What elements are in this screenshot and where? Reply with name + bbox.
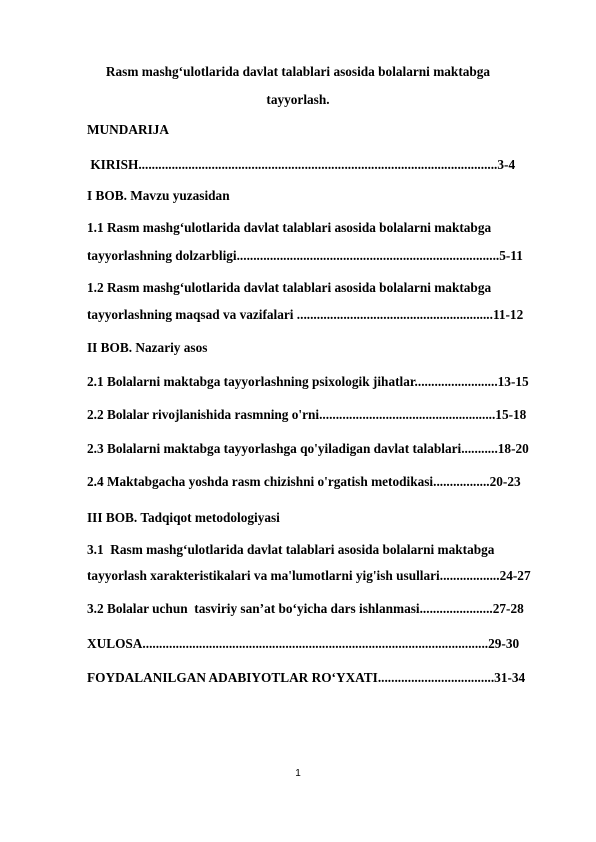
toc-entry-1-2-line-2: tayyorlashning maqsad va vazifalari ...........................................................11-12 — [87, 307, 524, 322]
toc-entry-2-3: 2.3 Bolalarni maktabga tayyorlashga qo'yiladigan davlat talablari...........18-20 — [87, 441, 529, 456]
toc-entry-references: FOYDALANILGAN ADABIYOTLAR RO‘YXATI...................................31-34 — [87, 670, 526, 685]
toc-entry-1-2-line-1: 1.2 Rasm mashg‘ulotlarida davlat talablari asosida bolalarni maktabga — [87, 280, 492, 295]
contents-heading: MUNDARIJA — [87, 122, 169, 137]
toc-entry-2-1: 2.1 Bolalarni maktabga tayyorlashning psixologik jihatlar.........................13-15 — [87, 374, 529, 389]
page-number: 1 — [295, 768, 301, 779]
toc-entry-3-2: 3.2 Bolalar uchun tasviriy san’at bo‘yicha dars ishlanmasi......................27-28 — [87, 601, 524, 616]
toc-entry-1-1-line-2: tayyorlashning dolzarbligi...............................................................................5-11 — [87, 248, 523, 263]
toc-entry-introduction: KIRISH............................................................................................................3-4 — [87, 157, 516, 172]
toc-entry-3-1-line-2: tayyorlash xarakteristikalari va ma'lumotlarni yig'ish usullari..................24-27 — [87, 568, 531, 583]
toc-entry-2-2: 2.2 Bolalar rivojlanishida rasmning o'rni.....................................................15-18 — [87, 407, 527, 422]
toc-chapter-2-heading: II BOB. Nazariy asos — [87, 340, 208, 355]
toc-chapter-3-heading: III BOB. Tadqiqot metodologiyasi — [87, 510, 280, 525]
toc-chapter-1-heading: I BOB. Mavzu yuzasidan — [87, 188, 230, 203]
toc-entry-conclusion: XULOSA........................................................................................................29-30 — [87, 636, 520, 651]
toc-entry-2-4: 2.4 Maktabgacha yoshda rasm chizishni o'rgatish metodikasi.................20-23 — [87, 474, 521, 489]
toc-entry-3-1-line-1: 3.1 Rasm mashg‘ulotlarida davlat talablari asosida bolalarni maktabga — [87, 542, 495, 557]
toc-entry-1-1-line-1: 1.1 Rasm mashg‘ulotlarida davlat talablari asosida bolalarni maktabga — [87, 220, 492, 235]
document-title-line-2: tayyorlash. — [266, 92, 330, 107]
document-title-line-1: Rasm mashg‘ulotlarida davlat talablari asosida bolalarni maktabga — [105, 64, 491, 79]
